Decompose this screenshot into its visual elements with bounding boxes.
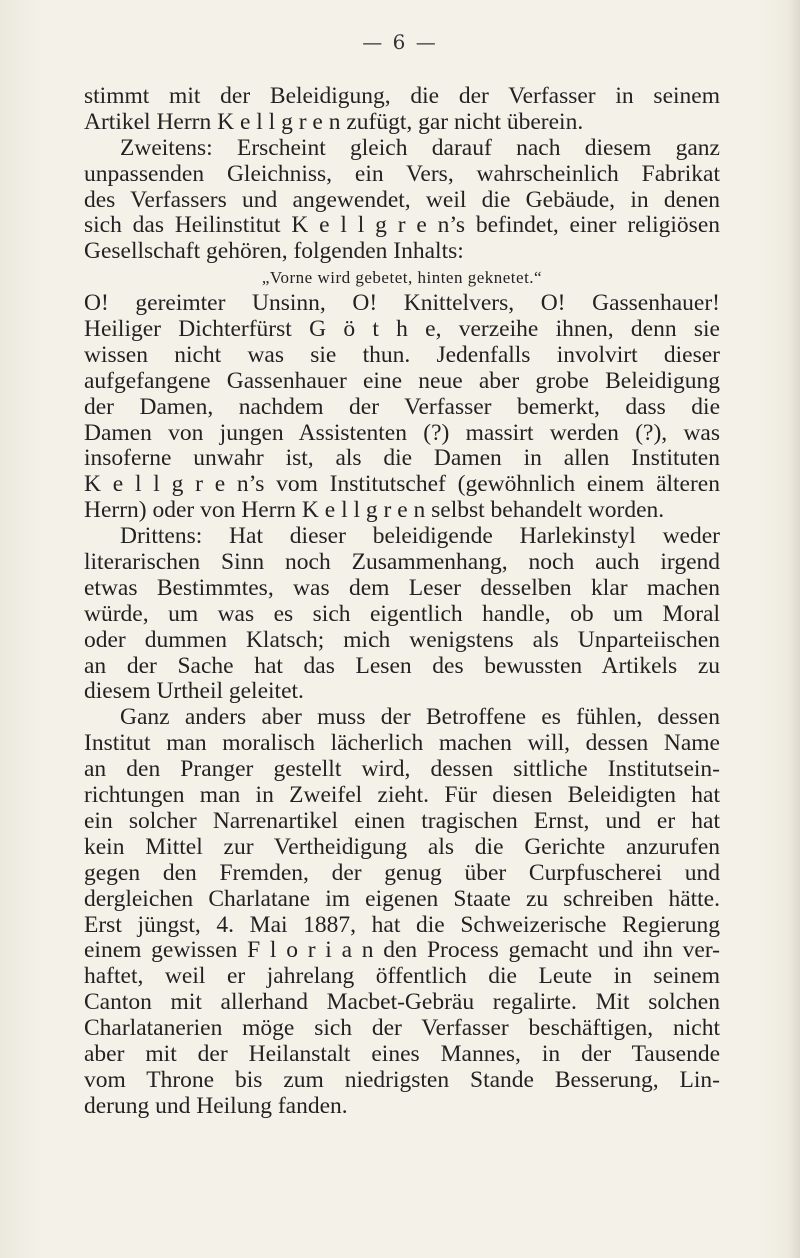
- text-line: unpassenden Gleichniss, ein Vers, wahrscheinlich Fabrikat: [84, 160, 720, 187]
- text-line: K e l l g r e n’s vom Institutschef (gewöhnlich einem älteren: [84, 471, 720, 498]
- text-line: einem gewissen F l o r i a n den Process gemacht und ihn ver-: [84, 937, 720, 964]
- text-line: dergleichen Charlatane im eigenen Staate zu schreiben hätte.: [84, 885, 720, 912]
- text-line: etwas Bestimmtes, was dem Leser desselben klar machen: [84, 574, 720, 601]
- text-line: Canton mit allerhand Macbet-Gebräu regalirte. Mit solchen: [84, 989, 720, 1016]
- text-line: des Verfassers und angewendet, weil die Gebäude, in denen: [84, 186, 720, 213]
- text-line: ein solcher Narrenartikel einen tragischen Ernst, und er hat: [84, 807, 720, 834]
- text-line: O! gereimter Unsinn, O! Knittelvers, O! Gassenhauer!: [84, 290, 720, 317]
- text-line: Drittens: Hat dieser beleidigende Harlekinstyl weder: [120, 523, 720, 550]
- motto-line: „Vorne wird gebetet, hinten geknetet.“: [261, 268, 543, 288]
- text-line: aufgefangene Gassenhauer eine neue aber grobe Beleidigung: [84, 367, 720, 394]
- text-line: richtungen man in Zweifel zieht. Für diesen Beleidigten hat: [84, 782, 720, 809]
- body-text: [84, 84, 720, 1120]
- text-line: Herrn) oder von Herrn K e l l g r e n selbst behandelt worden.: [84, 497, 665, 524]
- text-line: derung und Heilung fanden.: [84, 1092, 348, 1119]
- text-line: wissen nicht was sie thun. Jedenfalls involvirt dieser: [84, 341, 720, 368]
- text-line: an den Pranger gestellt wird, dessen sittliche Institutsein-: [84, 756, 720, 783]
- text-line: Ganz anders aber muss der Betroffene es fühlen, dessen: [120, 704, 720, 731]
- text-line: Erst jüngst, 4. Mai 1887, hat die Schweizerische Regierung: [84, 911, 720, 938]
- text-line: diesem Urtheil geleitet.: [84, 678, 304, 705]
- text-line: oder dummen Klatsch; mich wenigstens als Unparteiischen: [84, 626, 720, 653]
- text-line: Zweitens: Erscheint gleich darauf nach diesem ganz: [120, 134, 720, 161]
- text-line: aber mit der Heilanstalt eines Mannes, in der Tausende: [84, 1040, 720, 1067]
- text-line: an der Sache hat das Lesen des bewussten Artikels zu: [84, 652, 720, 679]
- text-line: Charlatanerien möge sich der Verfasser beschäftigen, nicht: [84, 1015, 720, 1042]
- text-line: Damen von jungen Assistenten (?) massirt werden (?), was: [84, 419, 720, 446]
- page-number-header: — 6 —: [362, 30, 438, 54]
- text-line: haftet, weil er jahrelang öffentlich die Leute in seinem: [84, 963, 720, 990]
- text-line: insoferne unwahr ist, als die Damen in allen Instituten: [84, 445, 720, 472]
- text-line: stimmt mit der Beleidigung, die der Verfasser in seinem: [84, 83, 720, 109]
- text-line: Heiliger Dichterfürst G ö t h e, verzeihe ihnen, denn sie: [84, 316, 720, 343]
- text-line: Artikel Herrn K e l l g r e n zufügt, gar nicht überein.: [84, 108, 584, 135]
- text-line: der Damen, nachdem der Verfasser bemerkt, dass die: [84, 393, 720, 420]
- text-line: vom Throne bis zum niedrigsten Stande Besserung, Lin-: [84, 1066, 720, 1093]
- text-line: literarischen Sinn noch Zusammenhang, noch auch irgend: [84, 549, 720, 576]
- text-line: Gesellschaft gehören, folgenden Inhalts:: [84, 238, 464, 265]
- text-line: sich das Heilinstitut K e l l g r e n’s befindet, einer religiösen: [84, 212, 720, 239]
- text-line: Institut man moralisch lächerlich machen will, dessen Name: [84, 730, 720, 757]
- text-line: gegen den Fremden, der genug über Curpfuscherei und: [84, 859, 720, 886]
- text-line: würde, um was es sich eigentlich handle, ob um Moral: [84, 600, 720, 627]
- page-edge-shadow: [788, 0, 800, 1258]
- text-line: kein Mittel zur Vertheidigung als die Gerichte anzurufen: [84, 833, 720, 860]
